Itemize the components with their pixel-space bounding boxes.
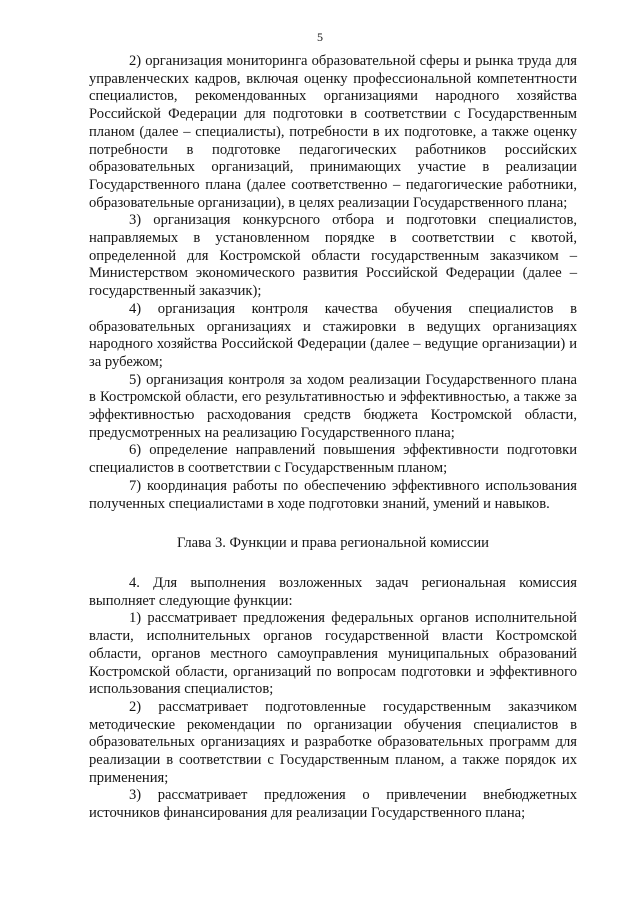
section-4-intro: 4. Для выполнения возложенных задач региональная комиссия выполняет следующие функции: [89,574,577,609]
function-1: 1) рассматривает предложения федеральных органов исполнительной власти, исполнительных органов государственной власти Костромской области, органов местного самоуправления муниципальных образований Костромской области, организаций по вопросам подготовки и эффективного использования специалистов; [89,610,577,698]
function-2: 2) рассматривает подготовленные государственным заказчиком методические рекомендации по организации обучения специалистов в образовательных организациях и разработке образовательных программ для реализации в соответствии с Государственным планом, а также порядок их применения; [89,698,577,786]
paragraph-3: 3) организация конкурсного отбора и подготовки специалистов, направляемых в установленном порядке в соответствии с квотой, определенной для Костромской области государственным заказчиком – Министерством экономического развития Российской Федерации (далее – государственный заказчик); [89,212,577,300]
function-3: 3) рассматривает предложения о привлечении внебюджетных источников финансирования для реализации Государственного плана; [89,787,577,822]
paragraph-2: 2) организация мониторинга образовательной сферы и рынка труда для управленческих кадров, включая оценку профессиональной компетентности специалистов, рекомендованных организациями народного хозяйства Российской Федерации для подготовки в соответствии с Государственным планом (далее – специалисты), потребности в их подготовке, а также оценку потребности в подготовке педагогических работников российских образовательных организаций, принимающих участие в реализации Государственного плана (далее соответственно – педагогические работники, образовательные организации), в целях реализации Государственного плана; [89,53,577,211]
document-body [89,53,577,823]
paragraph-7: 7) координация работы по обеспечению эффективного использования полученных специалистами в ходе подготовки знаний, умений и навыков. [89,477,577,512]
chapter-heading: Глава 3. Функции и права региональной комиссии [177,535,489,552]
paragraph-5: 5) организация контроля за ходом реализации Государственного плана в Костромской области, его результативностью и эффективностью, а также за эффективностью расходования средств бюджета Костромской области, предусмотренных на реализацию Государственного плана; [89,371,577,441]
paragraph-4: 4) организация контроля качества обучения специалистов в образовательных организациях и стажировки в ведущих организациях народного хозяйства Российской Федерации (далее – ведущие организации) и за рубежом; [89,300,577,370]
page-number: 5 [317,30,323,44]
paragraph-6: 6) определение направлений повышения эффективности подготовки специалистов в соответствии с Государственным планом; [89,442,577,477]
